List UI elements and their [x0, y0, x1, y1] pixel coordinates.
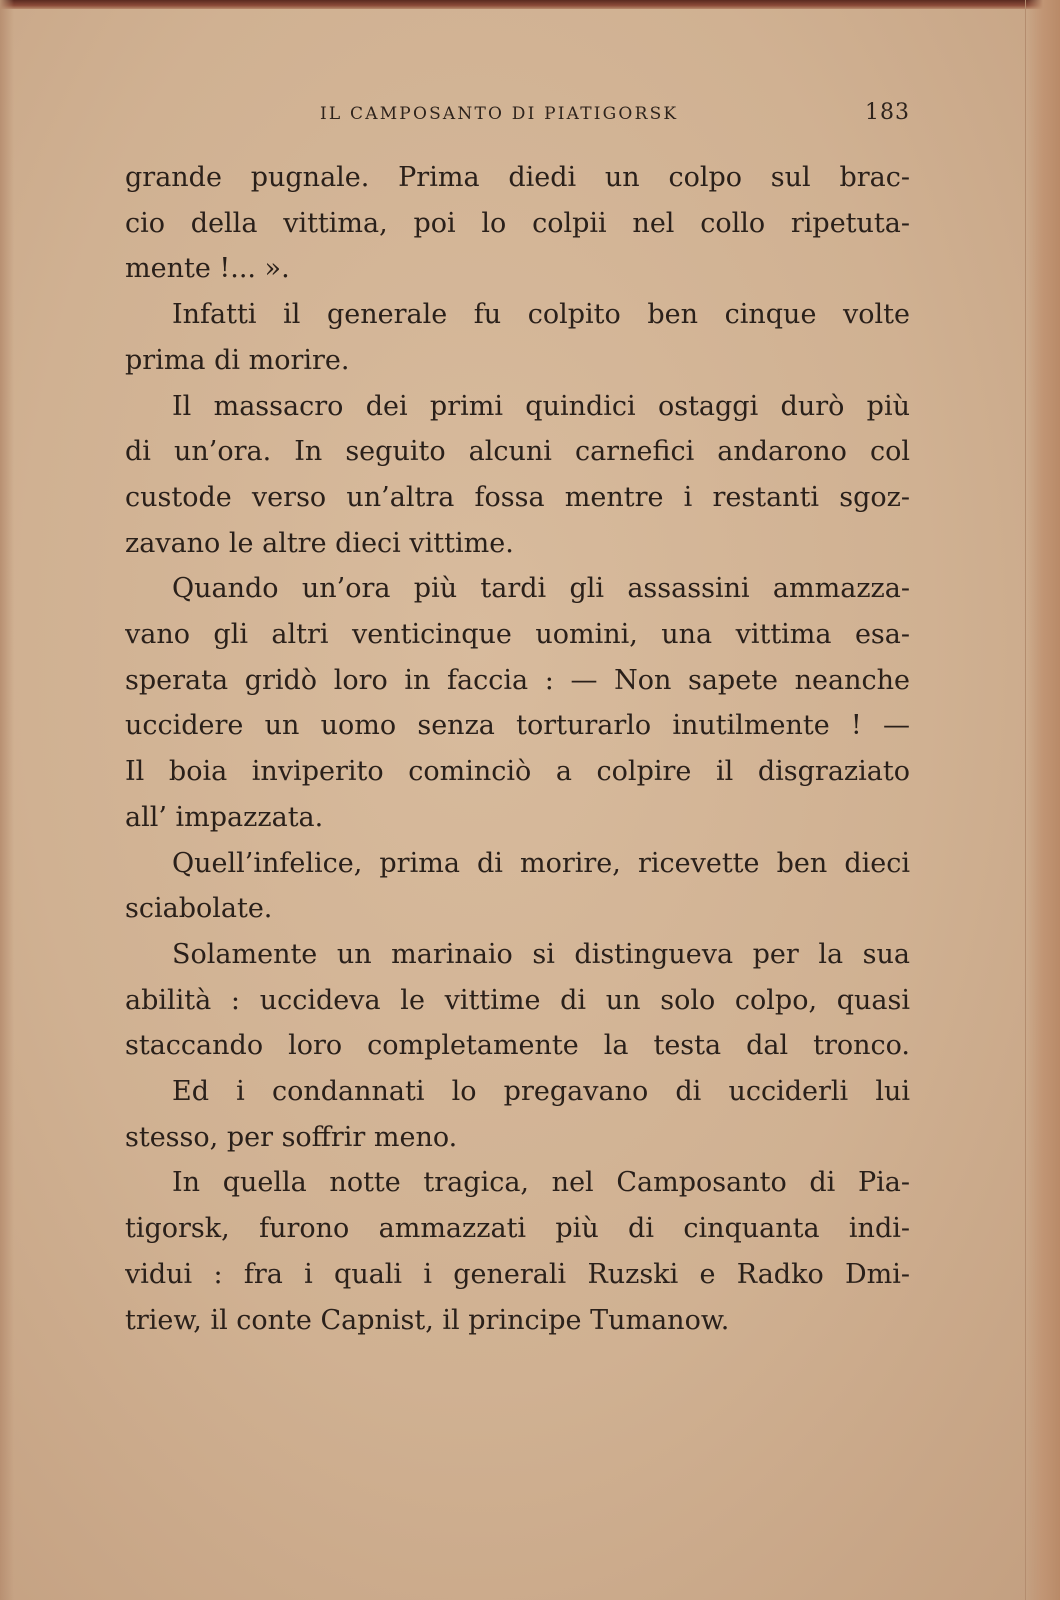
text-line: Il boia inviperito cominciò a colpire il disgraziato: [125, 756, 910, 788]
text-line: grande pugnale. Prima diedi un colpo sul brac-: [125, 162, 910, 193]
text-line: mente !... ».: [125, 253, 290, 285]
text-line: staccando loro completamente la testa dal tronco.: [125, 1030, 910, 1062]
text-line: triew, il conte Capnist, il principe Tumanow.: [125, 1304, 730, 1336]
page-right-edge: [1025, 0, 1060, 1600]
page-left-edge: [0, 0, 14, 1600]
text-line: all’ impazzata.: [125, 801, 324, 833]
running-title: IL CAMPOSANTO DI PIATIGORSK: [320, 104, 679, 124]
body-text: [125, 155, 910, 1343]
text-line: In quella notte tragica, nel Camposanto di Pia-: [172, 1167, 910, 1199]
text-line: Quell’infelice, prima di morire, ricevette ben dieci: [172, 847, 910, 879]
text-line: Solamente un marinaio si distingueva per la sua: [172, 938, 910, 970]
text-line: di un’ora. In seguito alcuni carnefici andarono col: [125, 436, 910, 468]
page-number: 183: [865, 100, 910, 125]
text-line: sperata gridò loro in faccia : — Non sapete neanche: [125, 664, 910, 696]
text-line: abilità : uccideva le vittime di un solo colpo, quasi: [125, 984, 910, 1016]
text-line: custode verso un’altra fossa mentre i restanti sgoz-: [125, 481, 910, 513]
text-line: vidui : fra i quali i generali Ruzski e Radko Dmi-: [125, 1258, 910, 1290]
text-line: Il massacro dei primi quindici ostaggi durò più: [172, 390, 910, 422]
text-line: uccidere un uomo senza torturarlo inutilmente ! —: [125, 710, 910, 742]
text-line: vano gli altri venticinque uomini, una vittima esa-: [125, 619, 910, 651]
text-line: Ed i condannati lo pregavano di ucciderli lui: [172, 1076, 910, 1108]
text-line: Quando un’ora più tardi gli assassini ammazza-: [172, 573, 910, 605]
running-head: [125, 100, 910, 130]
text-line: prima di morire.: [125, 344, 350, 376]
text-line: stesso, per soffrir meno.: [125, 1121, 458, 1153]
text-line: cio della vittima, poi lo colpii nel collo ripetuta-: [125, 207, 910, 239]
page-top-edge: [0, 0, 1060, 9]
text-line: Infatti il generale fu colpito ben cinque volte: [172, 299, 910, 331]
text-line: tigorsk, furono ammazzati più di cinquanta indi-: [125, 1213, 910, 1245]
text-line: sciabolate.: [125, 893, 273, 925]
text-line: zavano le altre dieci vittime.: [125, 527, 514, 559]
